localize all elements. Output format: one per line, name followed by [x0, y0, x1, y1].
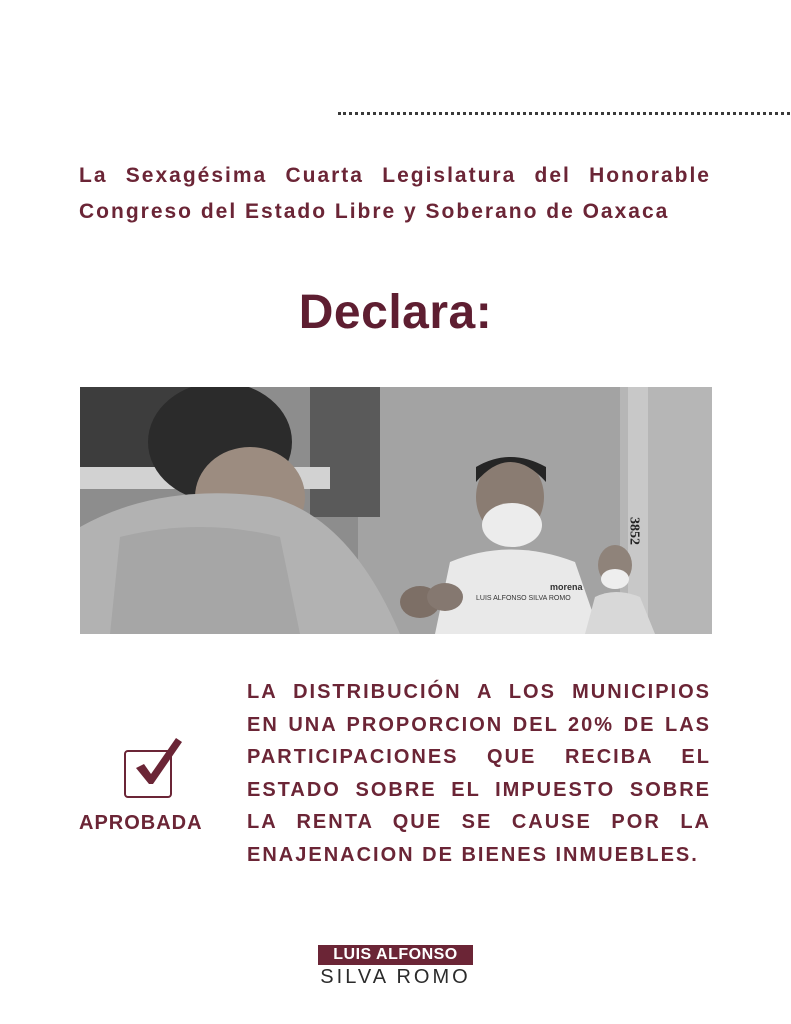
shirt-logo-text: morena	[550, 582, 583, 592]
decree-text: LA DISTRIBUCIÓN A LOS MUNICIPIOS EN UNA PROPORCION DEL 20% DE LAS PARTICIPACIONES QUE RECIBA EL ESTADO SOBRE EL IMPUESTO SOBRE LA RENTA QUE SE CAUSE POR LA ENAJENACION DE BIENES INMUEBLES.	[247, 681, 711, 866]
page-title: Declara:	[298, 286, 493, 339]
status-label: APROBADA	[79, 812, 203, 834]
house-number: 3852	[626, 517, 642, 545]
photo	[80, 387, 712, 634]
brand-line-1: LUIS ALFONSO	[318, 945, 473, 965]
shirt-name-text: LUIS ALFONSO SILVA ROMO	[476, 595, 571, 602]
checkmark-icon	[124, 750, 172, 798]
brand-line-2: SILVA ROMO	[320, 966, 471, 988]
dotted-divider	[338, 112, 790, 115]
intro-text: La Sexagésima Cuarta Legislatura del Honorable Congreso del Estado Libre y Soberano de Oaxaca	[79, 164, 711, 223]
brand-logo	[318, 945, 473, 989]
